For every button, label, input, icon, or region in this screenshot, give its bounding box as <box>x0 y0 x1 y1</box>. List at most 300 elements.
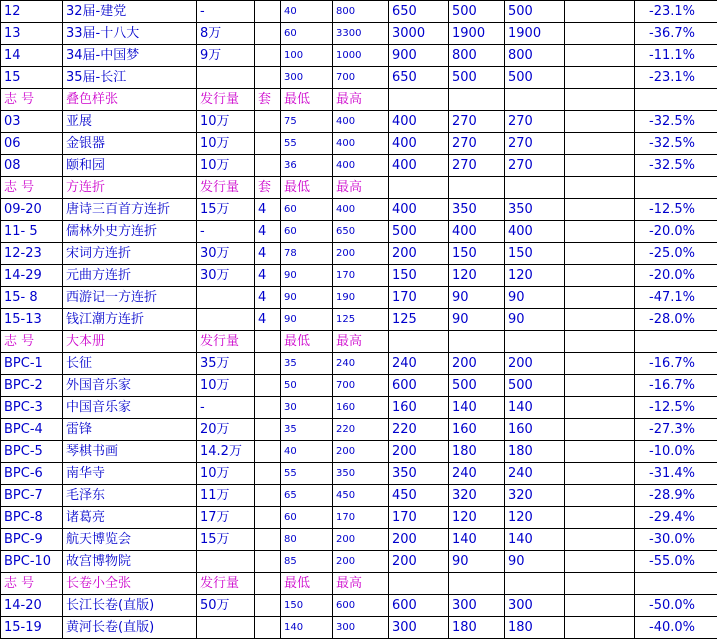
price-2-cell <box>449 89 505 111</box>
price-2-cell: 120 <box>449 507 505 529</box>
blank-cell <box>565 111 635 133</box>
table-row <box>1 397 717 419</box>
set-count-cell: 4 <box>255 309 281 331</box>
name-cell: 航天博览会 <box>63 529 197 551</box>
price-3-cell: 90 <box>505 287 565 309</box>
change-pct-cell: -31.4% <box>635 463 717 485</box>
price-3-cell <box>505 89 565 111</box>
change-pct-cell: -55.0% <box>635 551 717 573</box>
highest-price-cell: 400 <box>333 155 389 177</box>
lowest-price-cell: 90 <box>281 265 333 287</box>
price-3-cell: 140 <box>505 529 565 551</box>
stamp-code-cell: 志 号 <box>1 89 63 111</box>
blank-cell <box>565 397 635 419</box>
price-1-cell: 900 <box>389 45 449 67</box>
issue-volume-cell: 14.2万 <box>197 441 255 463</box>
price-2-cell: 500 <box>449 1 505 23</box>
name-cell: 唐诗三百首方连折 <box>63 199 197 221</box>
issue-volume-cell: 20万 <box>197 419 255 441</box>
blank-cell <box>565 23 635 45</box>
blank-cell <box>565 595 635 617</box>
price-1-cell: 3000 <box>389 23 449 45</box>
lowest-price-cell: 35 <box>281 353 333 375</box>
set-count-cell <box>255 67 281 89</box>
name-cell: 诸葛亮 <box>63 507 197 529</box>
stamp-code-cell: 15 <box>1 67 63 89</box>
stamp-code-cell: 15-19 <box>1 617 63 639</box>
change-pct-cell: -28.9% <box>635 485 717 507</box>
price-2-cell: 350 <box>449 199 505 221</box>
set-count-cell <box>255 419 281 441</box>
change-pct-cell: -16.7% <box>635 375 717 397</box>
table-row <box>1 419 717 441</box>
blank-cell <box>565 243 635 265</box>
change-pct-cell: -32.5% <box>635 133 717 155</box>
blank-cell <box>565 177 635 199</box>
price-3-cell: 120 <box>505 265 565 287</box>
price-1-cell: 450 <box>389 485 449 507</box>
set-count-cell: 套 <box>255 177 281 199</box>
stamp-code-cell: 08 <box>1 155 63 177</box>
stamp-code-cell: 志 号 <box>1 331 63 353</box>
name-cell: 外国音乐家 <box>63 375 197 397</box>
highest-price-cell: 700 <box>333 67 389 89</box>
issue-volume-cell: 30万 <box>197 243 255 265</box>
highest-price-cell: 400 <box>333 199 389 221</box>
section-header-row <box>1 177 717 199</box>
blank-cell <box>565 441 635 463</box>
lowest-price-cell: 最低 <box>281 177 333 199</box>
highest-price-cell: 200 <box>333 441 389 463</box>
name-cell: 南华寺 <box>63 463 197 485</box>
price-2-cell: 120 <box>449 265 505 287</box>
lowest-price-cell: 55 <box>281 133 333 155</box>
stamp-code-cell: 15- 8 <box>1 287 63 309</box>
table-row <box>1 529 717 551</box>
issue-volume-cell: 30万 <box>197 265 255 287</box>
issue-volume-cell: 15万 <box>197 529 255 551</box>
name-cell: 毛泽东 <box>63 485 197 507</box>
price-3-cell: 500 <box>505 1 565 23</box>
stamp-code-cell: BPC-7 <box>1 485 63 507</box>
set-count-cell <box>255 485 281 507</box>
table-row <box>1 45 717 67</box>
blank-cell <box>565 463 635 485</box>
change-pct-cell: -10.0% <box>635 441 717 463</box>
price-3-cell: 500 <box>505 375 565 397</box>
price-1-cell: 300 <box>389 617 449 639</box>
issue-volume-cell: - <box>197 221 255 243</box>
change-pct-cell <box>635 89 717 111</box>
issue-volume-cell: 发行量 <box>197 331 255 353</box>
lowest-price-cell: 100 <box>281 45 333 67</box>
set-count-cell <box>255 331 281 353</box>
price-2-cell: 90 <box>449 287 505 309</box>
set-count-cell <box>255 397 281 419</box>
issue-volume-cell <box>197 617 255 639</box>
blank-cell <box>565 221 635 243</box>
set-count-cell <box>255 1 281 23</box>
lowest-price-cell: 50 <box>281 375 333 397</box>
price-1-cell: 400 <box>389 133 449 155</box>
highest-price-cell: 200 <box>333 529 389 551</box>
set-count-cell: 4 <box>255 243 281 265</box>
price-1-cell: 650 <box>389 67 449 89</box>
issue-volume-cell: 10万 <box>197 111 255 133</box>
highest-price-cell: 400 <box>333 111 389 133</box>
price-2-cell: 90 <box>449 309 505 331</box>
price-1-cell: 240 <box>389 353 449 375</box>
change-pct-cell: -11.1% <box>635 45 717 67</box>
set-count-cell <box>255 551 281 573</box>
table-row <box>1 265 717 287</box>
set-count-cell <box>255 441 281 463</box>
highest-price-cell: 160 <box>333 397 389 419</box>
lowest-price-cell: 90 <box>281 309 333 331</box>
price-1-cell <box>389 573 449 595</box>
price-1-cell: 160 <box>389 397 449 419</box>
name-cell: 儒林外史方连折 <box>63 221 197 243</box>
price-2-cell: 150 <box>449 243 505 265</box>
price-1-cell: 600 <box>389 375 449 397</box>
stamp-code-cell: BPC-9 <box>1 529 63 551</box>
table-row <box>1 485 717 507</box>
change-pct-cell: -23.1% <box>635 67 717 89</box>
blank-cell <box>565 309 635 331</box>
change-pct-cell: -27.3% <box>635 419 717 441</box>
table-row <box>1 595 717 617</box>
price-2-cell: 300 <box>449 595 505 617</box>
table-row <box>1 287 717 309</box>
price-3-cell: 270 <box>505 111 565 133</box>
highest-price-cell: 190 <box>333 287 389 309</box>
price-3-cell: 150 <box>505 243 565 265</box>
table-row <box>1 199 717 221</box>
stamp-code-cell: BPC-4 <box>1 419 63 441</box>
lowest-price-cell: 65 <box>281 485 333 507</box>
stamp-code-cell: 06 <box>1 133 63 155</box>
name-cell: 金银器 <box>63 133 197 155</box>
price-3-cell <box>505 331 565 353</box>
blank-cell <box>565 331 635 353</box>
table-row <box>1 155 717 177</box>
price-1-cell: 150 <box>389 265 449 287</box>
price-3-cell: 140 <box>505 397 565 419</box>
blank-cell <box>565 1 635 23</box>
lowest-price-cell: 150 <box>281 595 333 617</box>
price-1-cell <box>389 331 449 353</box>
stamp-code-cell: 14-20 <box>1 595 63 617</box>
price-3-cell: 1900 <box>505 23 565 45</box>
change-pct-cell: -30.0% <box>635 529 717 551</box>
name-cell: 大本册 <box>63 331 197 353</box>
price-1-cell: 125 <box>389 309 449 331</box>
name-cell: 西游记一方连折 <box>63 287 197 309</box>
name-cell: 方连折 <box>63 177 197 199</box>
set-count-cell <box>255 375 281 397</box>
stamp-code-cell: BPC-5 <box>1 441 63 463</box>
price-3-cell: 180 <box>505 617 565 639</box>
set-count-cell <box>255 133 281 155</box>
price-1-cell: 400 <box>389 111 449 133</box>
blank-cell <box>565 485 635 507</box>
stamp-code-cell: 志 号 <box>1 573 63 595</box>
change-pct-cell: -25.0% <box>635 243 717 265</box>
name-cell: 故宫博物院 <box>63 551 197 573</box>
price-1-cell: 200 <box>389 529 449 551</box>
set-count-cell: 4 <box>255 265 281 287</box>
change-pct-cell <box>635 177 717 199</box>
change-pct-cell <box>635 331 717 353</box>
set-count-cell: 套 <box>255 89 281 111</box>
price-3-cell: 200 <box>505 353 565 375</box>
issue-volume-cell: - <box>197 1 255 23</box>
price-2-cell: 180 <box>449 441 505 463</box>
price-2-cell <box>449 177 505 199</box>
price-2-cell: 270 <box>449 133 505 155</box>
stamp-code-cell: 志 号 <box>1 177 63 199</box>
set-count-cell <box>255 111 281 133</box>
highest-price-cell: 220 <box>333 419 389 441</box>
name-cell: 叠色样张 <box>63 89 197 111</box>
stamp-code-cell: BPC-6 <box>1 463 63 485</box>
price-3-cell <box>505 177 565 199</box>
table-row <box>1 463 717 485</box>
highest-price-cell: 200 <box>333 243 389 265</box>
highest-price-cell: 350 <box>333 463 389 485</box>
highest-price-cell: 最高 <box>333 177 389 199</box>
price-1-cell: 200 <box>389 551 449 573</box>
change-pct-cell: -23.1% <box>635 1 717 23</box>
set-count-cell <box>255 617 281 639</box>
highest-price-cell: 400 <box>333 133 389 155</box>
price-3-cell: 160 <box>505 419 565 441</box>
highest-price-cell: 800 <box>333 1 389 23</box>
highest-price-cell: 最高 <box>333 331 389 353</box>
price-2-cell: 500 <box>449 375 505 397</box>
change-pct-cell: -12.5% <box>635 199 717 221</box>
issue-volume-cell <box>197 67 255 89</box>
table-body <box>1 1 717 639</box>
price-1-cell: 500 <box>389 221 449 243</box>
price-2-cell: 160 <box>449 419 505 441</box>
stamp-code-cell: BPC-1 <box>1 353 63 375</box>
name-cell: 黄河长卷(直版) <box>63 617 197 639</box>
stamp-code-cell: 11- 5 <box>1 221 63 243</box>
name-cell: 34届-中国梦 <box>63 45 197 67</box>
highest-price-cell: 最高 <box>333 89 389 111</box>
set-count-cell: 4 <box>255 199 281 221</box>
change-pct-cell: -29.4% <box>635 507 717 529</box>
stamp-code-cell: BPC-3 <box>1 397 63 419</box>
name-cell: 亚展 <box>63 111 197 133</box>
issue-volume-cell: 10万 <box>197 133 255 155</box>
price-3-cell: 350 <box>505 199 565 221</box>
price-2-cell: 140 <box>449 397 505 419</box>
price-2-cell: 400 <box>449 221 505 243</box>
highest-price-cell: 3300 <box>333 23 389 45</box>
highest-price-cell: 300 <box>333 617 389 639</box>
change-pct-cell: -28.0% <box>635 309 717 331</box>
issue-volume-cell: 10万 <box>197 375 255 397</box>
name-cell: 33届-十八大 <box>63 23 197 45</box>
lowest-price-cell: 40 <box>281 1 333 23</box>
highest-price-cell: 1000 <box>333 45 389 67</box>
table-row <box>1 353 717 375</box>
issue-volume-cell <box>197 287 255 309</box>
highest-price-cell: 170 <box>333 265 389 287</box>
name-cell: 颐和园 <box>63 155 197 177</box>
section-header-row <box>1 573 717 595</box>
price-3-cell <box>505 573 565 595</box>
lowest-price-cell: 60 <box>281 507 333 529</box>
set-count-cell <box>255 45 281 67</box>
lowest-price-cell: 60 <box>281 23 333 45</box>
name-cell: 钱江潮方连折 <box>63 309 197 331</box>
name-cell: 35届-长江 <box>63 67 197 89</box>
blank-cell <box>565 353 635 375</box>
blank-cell <box>565 551 635 573</box>
section-header-row <box>1 331 717 353</box>
price-2-cell: 90 <box>449 551 505 573</box>
change-pct-cell: -40.0% <box>635 617 717 639</box>
price-2-cell <box>449 573 505 595</box>
issue-volume-cell: 8万 <box>197 23 255 45</box>
table-row <box>1 1 717 23</box>
name-cell: 宋词方连折 <box>63 243 197 265</box>
set-count-cell: 4 <box>255 287 281 309</box>
highest-price-cell: 700 <box>333 375 389 397</box>
stamp-code-cell: 12 <box>1 1 63 23</box>
section-header-row <box>1 89 717 111</box>
blank-cell <box>565 265 635 287</box>
table-row <box>1 221 717 243</box>
name-cell: 琴棋书画 <box>63 441 197 463</box>
price-2-cell: 320 <box>449 485 505 507</box>
lowest-price-cell: 85 <box>281 551 333 573</box>
price-1-cell: 170 <box>389 287 449 309</box>
issue-volume-cell: 15万 <box>197 199 255 221</box>
set-count-cell <box>255 573 281 595</box>
change-pct-cell <box>635 573 717 595</box>
table-row <box>1 23 717 45</box>
stamp-code-cell: 13 <box>1 23 63 45</box>
issue-volume-cell: 11万 <box>197 485 255 507</box>
issue-volume-cell: - <box>197 397 255 419</box>
stamp-code-cell: 15-13 <box>1 309 63 331</box>
set-count-cell <box>255 23 281 45</box>
highest-price-cell: 240 <box>333 353 389 375</box>
price-2-cell: 180 <box>449 617 505 639</box>
price-1-cell: 200 <box>389 441 449 463</box>
stamp-code-cell: 03 <box>1 111 63 133</box>
price-3-cell: 120 <box>505 507 565 529</box>
set-count-cell <box>255 507 281 529</box>
change-pct-cell: -12.5% <box>635 397 717 419</box>
blank-cell <box>565 45 635 67</box>
price-3-cell: 270 <box>505 155 565 177</box>
issue-volume-cell: 17万 <box>197 507 255 529</box>
issue-volume-cell: 50万 <box>197 595 255 617</box>
lowest-price-cell: 55 <box>281 463 333 485</box>
change-pct-cell: -50.0% <box>635 595 717 617</box>
set-count-cell <box>255 595 281 617</box>
lowest-price-cell: 60 <box>281 199 333 221</box>
price-3-cell: 90 <box>505 309 565 331</box>
highest-price-cell: 125 <box>333 309 389 331</box>
price-1-cell <box>389 89 449 111</box>
name-cell: 雷锋 <box>63 419 197 441</box>
stamp-code-cell: 14 <box>1 45 63 67</box>
blank-cell <box>565 529 635 551</box>
table-row <box>1 309 717 331</box>
price-3-cell: 400 <box>505 221 565 243</box>
price-3-cell: 320 <box>505 485 565 507</box>
blank-cell <box>565 573 635 595</box>
change-pct-cell: -20.0% <box>635 265 717 287</box>
lowest-price-cell: 60 <box>281 221 333 243</box>
lowest-price-cell: 最低 <box>281 573 333 595</box>
price-2-cell: 200 <box>449 353 505 375</box>
highest-price-cell: 600 <box>333 595 389 617</box>
price-2-cell: 140 <box>449 529 505 551</box>
price-2-cell <box>449 331 505 353</box>
highest-price-cell: 200 <box>333 551 389 573</box>
lowest-price-cell: 140 <box>281 617 333 639</box>
price-3-cell: 500 <box>505 67 565 89</box>
price-3-cell: 800 <box>505 45 565 67</box>
set-count-cell <box>255 155 281 177</box>
price-1-cell <box>389 177 449 199</box>
set-count-cell <box>255 353 281 375</box>
table-row <box>1 67 717 89</box>
table-row <box>1 111 717 133</box>
stamp-code-cell: BPC-8 <box>1 507 63 529</box>
issue-volume-cell: 10万 <box>197 463 255 485</box>
price-3-cell: 90 <box>505 551 565 573</box>
lowest-price-cell: 75 <box>281 111 333 133</box>
issue-volume-cell: 发行量 <box>197 573 255 595</box>
price-1-cell: 400 <box>389 199 449 221</box>
lowest-price-cell: 300 <box>281 67 333 89</box>
price-2-cell: 500 <box>449 67 505 89</box>
blank-cell <box>565 419 635 441</box>
issue-volume-cell: 35万 <box>197 353 255 375</box>
table-row <box>1 617 717 639</box>
name-cell: 中国音乐家 <box>63 397 197 419</box>
name-cell: 32届-建党 <box>63 1 197 23</box>
lowest-price-cell: 90 <box>281 287 333 309</box>
change-pct-cell: -47.1% <box>635 287 717 309</box>
lowest-price-cell: 最低 <box>281 89 333 111</box>
issue-volume-cell: 发行量 <box>197 177 255 199</box>
price-3-cell: 270 <box>505 133 565 155</box>
price-2-cell: 240 <box>449 463 505 485</box>
set-count-cell <box>255 463 281 485</box>
highest-price-cell: 170 <box>333 507 389 529</box>
blank-cell <box>565 287 635 309</box>
lowest-price-cell: 80 <box>281 529 333 551</box>
price-2-cell: 270 <box>449 111 505 133</box>
lowest-price-cell: 78 <box>281 243 333 265</box>
lowest-price-cell: 36 <box>281 155 333 177</box>
blank-cell <box>565 617 635 639</box>
stamp-code-cell: 12-23 <box>1 243 63 265</box>
table-row <box>1 133 717 155</box>
blank-cell <box>565 507 635 529</box>
table-row <box>1 243 717 265</box>
change-pct-cell: -32.5% <box>635 155 717 177</box>
